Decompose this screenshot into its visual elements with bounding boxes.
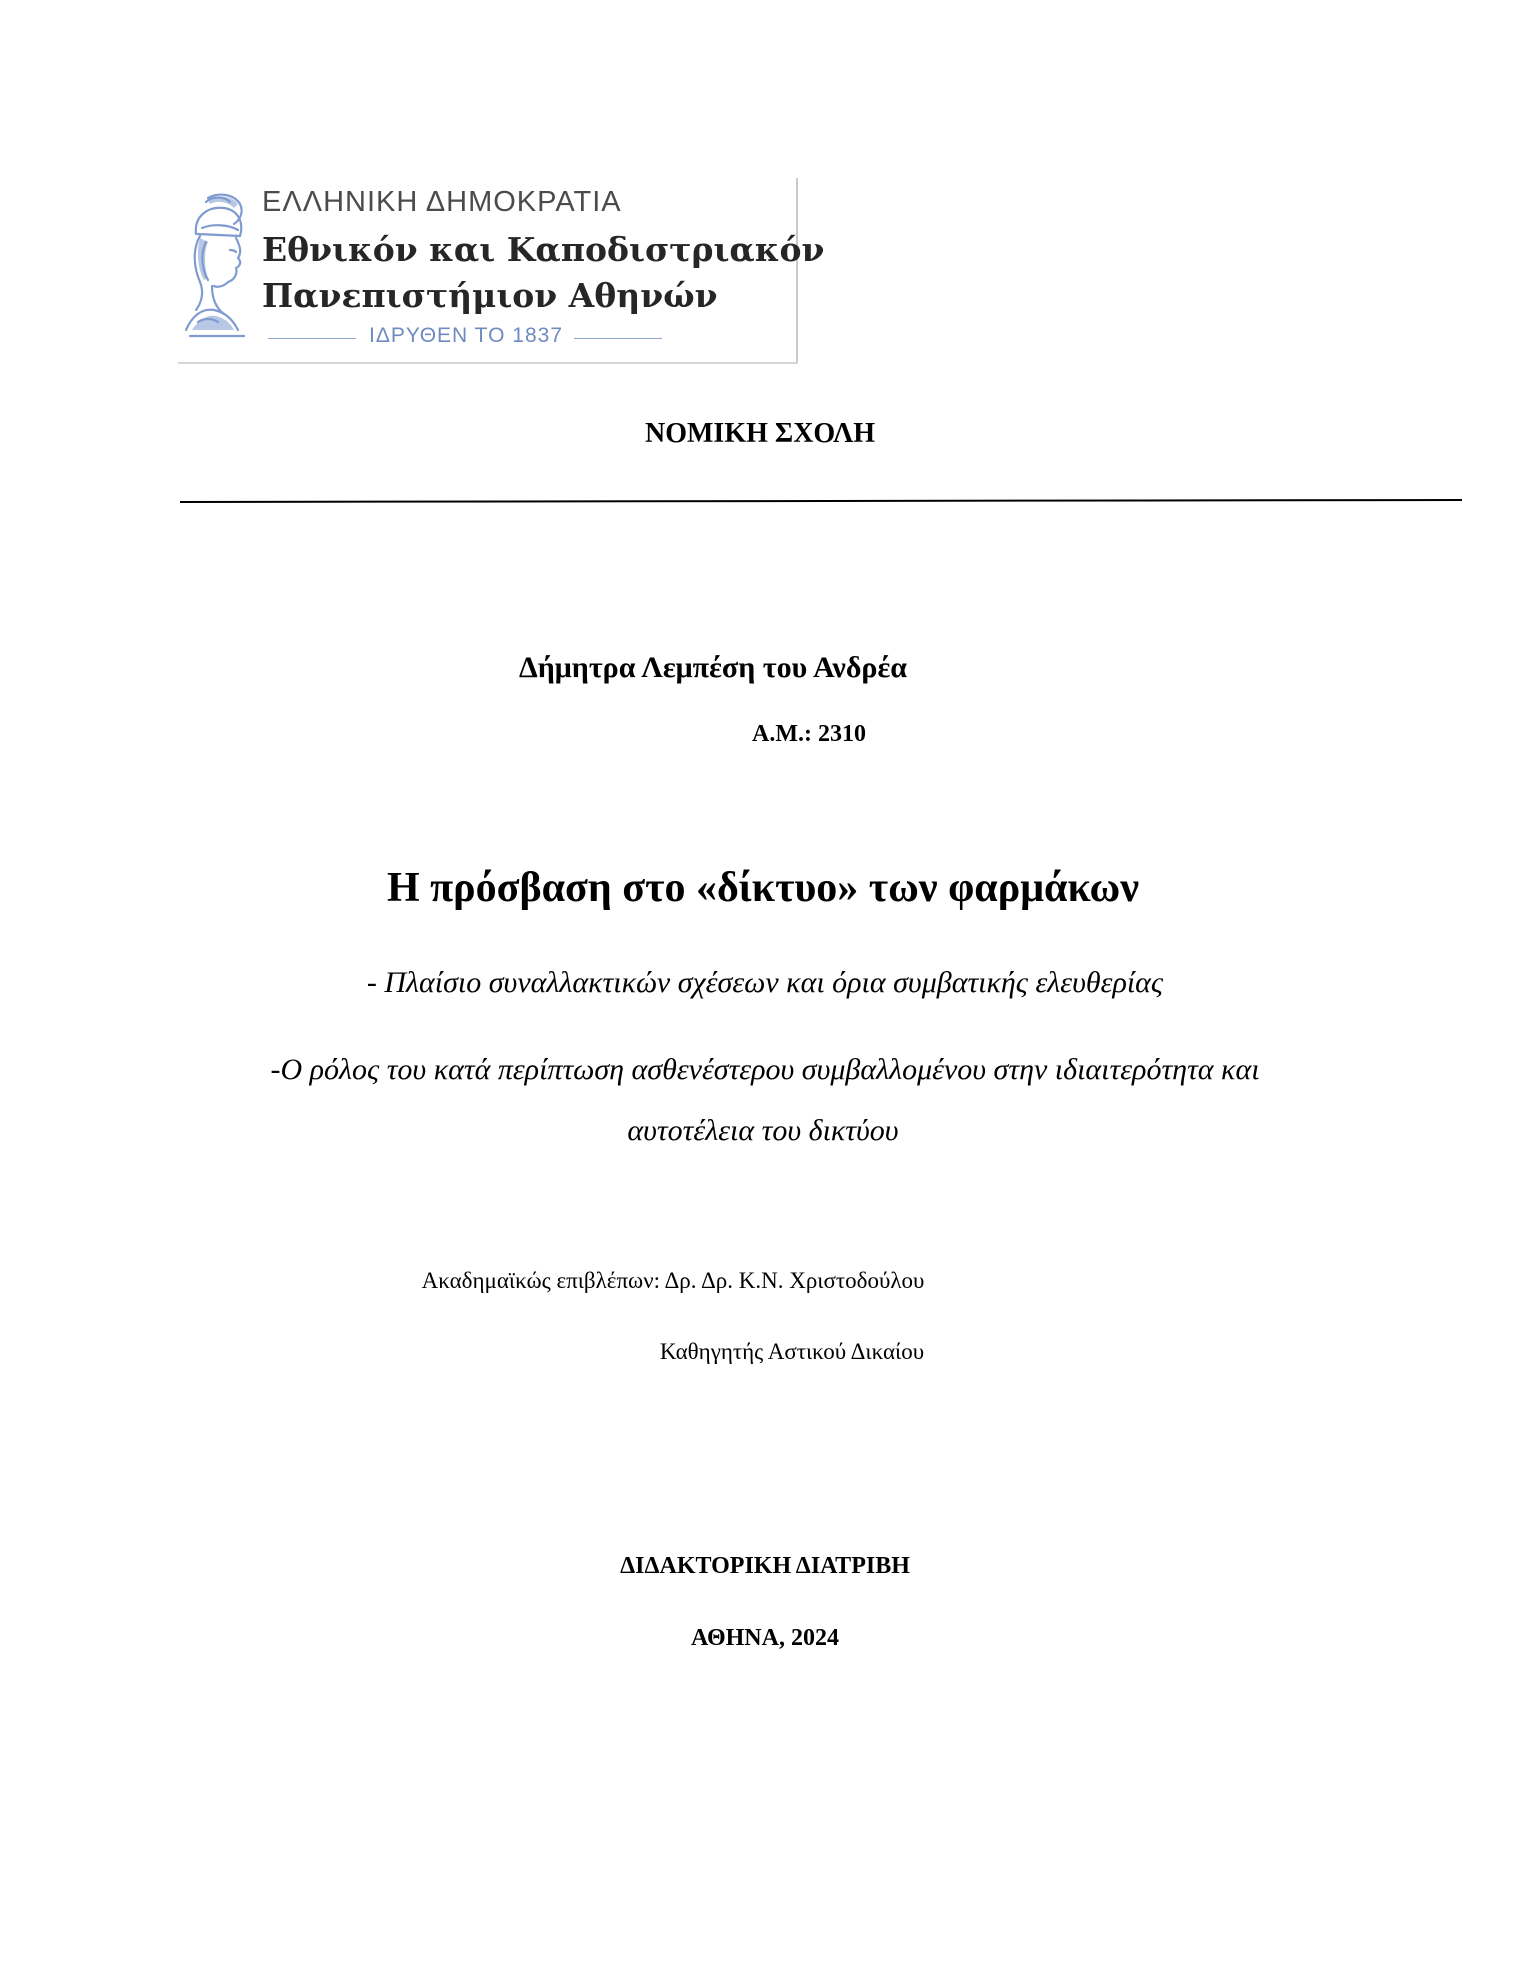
place-and-year: ΑΘΗΝΑ, 2024: [691, 1625, 839, 1651]
founded-row: [268, 324, 668, 354]
founded-rule-right: [574, 338, 662, 339]
registration-number: Α.Μ.: 2310: [752, 721, 866, 747]
university-name-line1: Εθνικόν και Καποδιστριακόν: [262, 230, 825, 269]
thesis-subtitle-2: -Ο ρόλος του κατά περίπτωση ασθενέστερου συμβαλλομένου στην ιδιαιτερότητα και: [270, 1053, 1260, 1086]
degree-type: ΔΙΔΑΚΤΟΡΙΚΗ ΔΙΑΤΡΙΒΗ: [620, 1553, 910, 1579]
logo-border-bottom: [178, 362, 798, 364]
thesis-subtitle-2-continued: αυτοτέλεια του δικτύου: [627, 1114, 899, 1147]
founded-rule-left: [268, 338, 356, 339]
thesis-title: Η πρόσβαση στο «δίκτυο» των φαρμάκων: [386, 865, 1140, 911]
thesis-subtitle-1: - Πλαίσιο συναλλακτικών σχέσεων και όρια συμβατικής ελευθερίας: [366, 966, 1164, 999]
horizontal-divider: [180, 499, 1462, 503]
university-name-line2: Πανεπιστήμιον Αθηνών: [262, 276, 718, 315]
university-logo: [178, 178, 825, 366]
supervisor-title: Καθηγητής Αστικού Δικαίου: [659, 1339, 925, 1364]
founded-label: ΙΔΡΥΘΕΝ ΤΟ 1837: [369, 324, 563, 347]
author-name: Δήμητρα Λεμπέση του Ανδρέα: [518, 651, 908, 684]
logo-border-right: [796, 178, 798, 364]
athena-emblem-icon: [178, 190, 258, 340]
school-name: ΝΟΜΙΚΗ ΣΧΟΛΗ: [645, 418, 875, 449]
republic-label: ΕΛΛΗΝΙΚΗ ΔΗΜΟΚΡΑΤΙΑ: [262, 186, 622, 218]
supervisor: Ακαδημαϊκώς επιβλέπων: Δρ. Δρ. Κ.Ν. Χριστοδούλου: [421, 1268, 925, 1293]
